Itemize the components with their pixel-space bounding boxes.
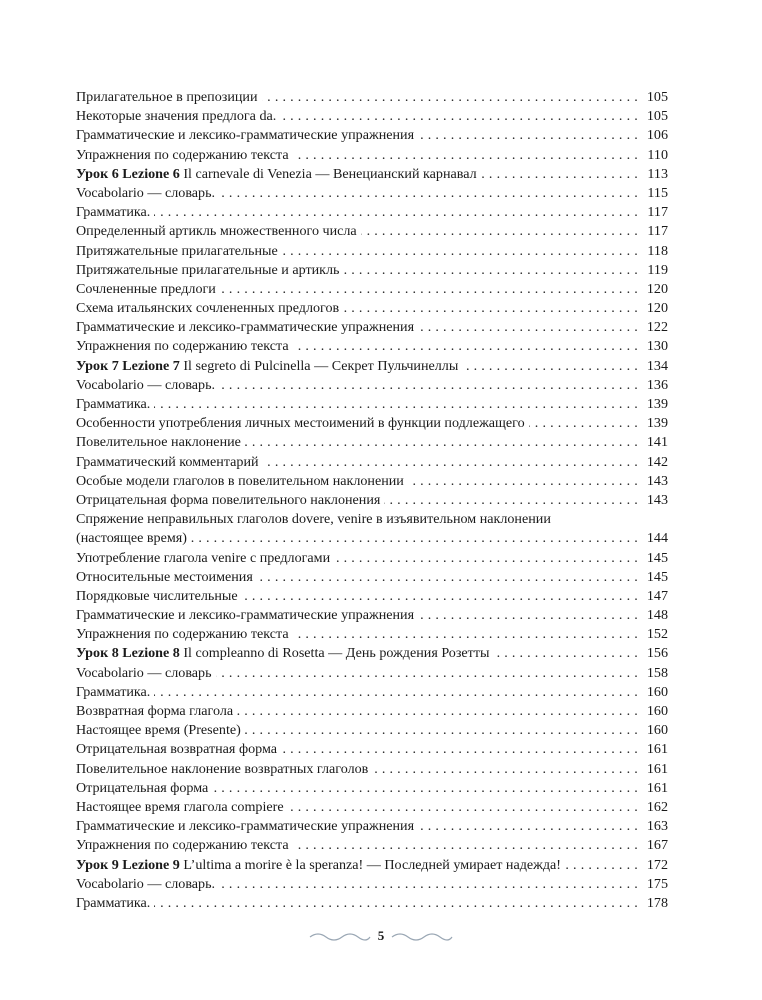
toc-entry — [76, 453, 668, 472]
toc-entry-title — [76, 473, 408, 489]
toc-entry-title — [76, 377, 219, 393]
toc-entry — [76, 203, 668, 222]
toc-entry-title — [76, 281, 220, 297]
toc-entry — [76, 222, 668, 241]
toc-entry-title — [76, 89, 262, 105]
toc-page-number: 158 — [638, 664, 668, 683]
toc-page-number: 105 — [638, 107, 668, 126]
toc-entry — [76, 836, 668, 855]
toc-entry — [76, 414, 668, 433]
toc-entry — [76, 798, 668, 817]
toc-entry-title — [76, 607, 418, 623]
toc-entry-title — [76, 434, 245, 450]
toc-page-number: 106 — [638, 126, 668, 145]
toc-entry-text: Грамматические и лексико-грамматические упражнения — [76, 127, 415, 144]
toc-entry-title — [76, 703, 237, 719]
toc-entry-text: Относительные местоимения — [76, 568, 253, 585]
toc-entry-title — [76, 837, 293, 853]
toc-entry — [76, 664, 668, 683]
toc-entry-text: Грамматика. — [76, 683, 151, 700]
toc-entry — [76, 472, 668, 491]
toc-entry-text: Возвратная форма глагола — [76, 703, 234, 719]
toc-entry-text: Грамматика. — [76, 204, 151, 221]
toc-entry-title — [76, 588, 242, 604]
toc-entry — [76, 146, 668, 165]
toc-entry-text: Отрицательная возвратная форма — [76, 741, 278, 758]
toc-entry-title — [76, 741, 281, 757]
toc-entry-text: Особые модели глаголов в повелительном наклонении — [76, 472, 404, 489]
toc-entry-title — [76, 492, 384, 508]
toc-entry-text: Отрицательная форма — [76, 779, 209, 796]
toc-page-number: 162 — [638, 798, 668, 817]
toc-entry-title — [76, 550, 334, 566]
toc-entry-title — [76, 780, 212, 796]
toc-entry-text: Грамматические и лексико-грамматические упражнения — [76, 818, 415, 835]
toc-page-number: 161 — [638, 740, 668, 759]
toc-page-number: 163 — [638, 817, 668, 836]
toc-entry-text: Vocabolario — словарь. — [76, 875, 216, 892]
toc-page-number: 147 — [638, 587, 668, 606]
toc-page-number: 113 — [638, 165, 668, 184]
toc-entry — [76, 376, 668, 395]
toc-entry-title — [76, 396, 154, 412]
toc-page-number: 160 — [638, 721, 668, 740]
toc-page-number: 172 — [638, 856, 668, 875]
toc-page-number: 130 — [638, 337, 668, 356]
toc-entry — [76, 88, 668, 107]
toc-entry — [76, 587, 668, 606]
toc-entry-title — [76, 185, 219, 201]
toc-entry — [76, 395, 668, 414]
toc-page-number: 134 — [638, 357, 668, 376]
lesson-label: Урок 6 Lezione 6 — [76, 165, 180, 182]
toc-entry-title — [76, 108, 280, 124]
toc-page-number: 115 — [638, 184, 668, 203]
toc-page-number: 144 — [638, 529, 668, 548]
toc-page-number: 145 — [638, 568, 668, 587]
toc-entry — [76, 760, 668, 779]
toc-entry-title — [76, 722, 245, 738]
toc-entry — [76, 491, 668, 510]
toc-entry-title — [76, 147, 293, 163]
toc-page-number: 120 — [638, 299, 668, 318]
toc-page-number: 139 — [638, 395, 668, 414]
toc-entry-text: Особенности употребления личных местоимений в функции подлежащего — [76, 415, 525, 432]
toc-entry-title — [76, 895, 154, 911]
toc-page-number: 161 — [638, 760, 668, 779]
toc-entry — [76, 107, 668, 126]
toc-entry-title — [76, 262, 343, 278]
dot-leader — [76, 203, 640, 222]
toc-entry-text: Прилагательное в препозиции — [76, 89, 258, 105]
toc-entry — [76, 261, 668, 280]
toc-entry — [76, 740, 668, 759]
toc-page-number: 120 — [638, 280, 668, 299]
toc-entry-text: Определенный артикль множественного числа — [76, 223, 357, 240]
toc-entry-text: Отрицательная форма повелительного наклонения — [76, 491, 381, 508]
toc-entry-text: Упражнения по содержанию текста — [76, 837, 289, 854]
toc-entry-text: Vocabolario — словарь. — [76, 184, 216, 201]
toc-entry-text: Повелительное наклонение возвратных глаголов — [76, 760, 369, 777]
toc-page-number: 156 — [638, 644, 668, 663]
toc-lesson-entry — [76, 856, 668, 875]
toc-entry-title — [76, 818, 418, 834]
toc-entry-text: Некоторые значения предлога da. — [76, 108, 277, 125]
toc-entry-text: Vocabolario — словарь — [76, 664, 212, 681]
toc-page-number: 160 — [638, 702, 668, 721]
toc-page-number: 167 — [638, 836, 668, 855]
toc-page-number: 139 — [638, 414, 668, 433]
toc-entry — [76, 299, 668, 318]
toc-entry — [76, 568, 668, 587]
toc-entry — [76, 242, 668, 261]
toc-entry-text: Il carnevale di Venezia — Венецианский карнавал — [179, 165, 477, 182]
toc-entry — [76, 510, 668, 529]
toc-entry-text: Грамматика. — [76, 894, 151, 911]
toc-entry — [76, 875, 668, 894]
toc-page-number: 136 — [638, 376, 668, 395]
toc-entry-title — [76, 127, 418, 143]
toc-lesson-entry — [76, 357, 668, 376]
toc-entry — [76, 625, 668, 644]
toc-entry-text: Vocabolario — словарь. — [76, 376, 216, 393]
toc-page-number: 141 — [638, 433, 668, 452]
toc-entry — [76, 318, 668, 337]
toc-entry — [76, 894, 668, 913]
toc-entry-title — [76, 511, 555, 527]
toc-entry-text: Сочлененные предлоги — [76, 280, 216, 297]
toc-page-number: 160 — [638, 683, 668, 702]
dot-leader — [76, 395, 640, 414]
toc-entry-title — [76, 358, 462, 374]
toc-page-number: 117 — [638, 222, 668, 241]
toc-entry-text: Настоящее время глагола compiere — [76, 798, 284, 815]
toc-entry — [76, 702, 668, 721]
toc-page-number: 142 — [638, 453, 668, 472]
toc-page-number: 178 — [638, 894, 668, 913]
toc-entry-text: (настоящее время) — [76, 530, 187, 547]
toc-entry-title — [76, 223, 361, 239]
toc-entry-text: Il segreto di Pulcinella — Секрет Пульчинеллы — [179, 357, 459, 374]
toc-entry-text: Повелительное наклонение — [76, 434, 241, 451]
toc-entry-title — [76, 454, 263, 470]
toc-page-number: 145 — [638, 549, 668, 568]
toc-entry — [76, 817, 668, 836]
toc-entry-title — [76, 415, 529, 431]
dot-leader — [76, 683, 640, 702]
toc-entry-text: Грамматические и лексико-грамматические упражнения — [76, 607, 415, 624]
toc-entry — [76, 721, 668, 740]
toc-entry-title — [76, 645, 493, 661]
toc-entry — [76, 529, 668, 548]
toc-page-number: 143 — [638, 472, 668, 491]
lesson-label: Урок 8 Lezione 8 — [76, 645, 180, 662]
toc-entry-title — [76, 243, 282, 259]
toc-entry — [76, 433, 668, 452]
toc-entry-title — [76, 876, 219, 892]
toc-entry — [76, 606, 668, 625]
toc-entry-text: Притяжательные прилагательные — [76, 242, 278, 259]
toc-lesson-entry — [76, 165, 668, 184]
toc-entry-text: Притяжательные прилагательные и артикль — [76, 261, 340, 278]
toc-page-number: 119 — [638, 261, 668, 280]
lesson-label: Урок 9 Lezione 9 — [76, 856, 180, 873]
toc-entry-text: Il compleanno di Rosetta — День рождения Розетты — [179, 645, 490, 662]
toc-entry-text: Употребление глагола venire с предлогами — [76, 549, 331, 566]
toc-entry-title — [76, 204, 154, 220]
toc-entry-title — [76, 857, 565, 873]
toc-page-number: 117 — [638, 203, 668, 222]
toc-entry — [76, 280, 668, 299]
toc-entry-title — [76, 300, 343, 316]
toc-entry — [76, 337, 668, 356]
toc-page-number: 110 — [638, 146, 668, 165]
toc-page-number: 175 — [638, 875, 668, 894]
toc-entry — [76, 683, 668, 702]
toc-entry — [76, 184, 668, 203]
toc-entry-text: Грамматика. — [76, 396, 151, 412]
toc-entry-title — [76, 626, 293, 642]
toc-page-number: 152 — [638, 625, 668, 644]
toc-entry-title — [76, 799, 288, 815]
toc-entry-title — [76, 665, 216, 681]
toc-entry — [76, 549, 668, 568]
page-number: 5 — [377, 928, 385, 943]
toc-entry-title — [76, 530, 191, 546]
toc-entry-title — [76, 338, 293, 354]
toc-entry-text: Настоящее время (Presente) — [76, 722, 241, 739]
toc-entry-text: Упражнения по содержанию текста — [76, 626, 289, 643]
toc-entry-text: Упражнения по содержанию текста — [76, 338, 289, 355]
toc-entry-title — [76, 569, 257, 585]
toc-page-number: 105 — [638, 88, 668, 107]
toc-lesson-entry — [76, 644, 668, 663]
dot-leader — [76, 894, 640, 913]
toc-entry-text: Схема итальянских сочлененных предлогов — [76, 300, 340, 317]
toc-page-number: 161 — [638, 779, 668, 798]
toc-entry-text: Спряжение неправильных глаголов dovere, venire в изъявительном наклонении — [76, 511, 551, 528]
toc-entry — [76, 779, 668, 798]
toc-entry-text: Грамматический комментарий — [76, 453, 259, 470]
toc-entry-title — [76, 166, 481, 182]
toc-page-number: 148 — [638, 606, 668, 625]
toc-page-number: 118 — [638, 242, 668, 261]
toc-entry — [76, 126, 668, 145]
toc-entry-title — [76, 684, 154, 700]
toc-entry-text: Упражнения по содержанию текста — [76, 146, 289, 163]
table-of-contents — [76, 88, 668, 913]
toc-entry-text: Порядковые числительные — [76, 587, 238, 604]
lesson-label: Урок 7 Lezione 7 — [76, 357, 180, 374]
toc-entry-text: L’ultima a morire è la speranza! — Последней умирает надежда! — [179, 856, 561, 873]
toc-entry-text: Грамматические и лексико-грамматические упражнения — [76, 319, 415, 336]
toc-page-number: 122 — [638, 318, 668, 337]
toc-entry-title — [76, 319, 418, 335]
toc-entry-title — [76, 761, 372, 777]
toc-page-number: 143 — [638, 491, 668, 510]
